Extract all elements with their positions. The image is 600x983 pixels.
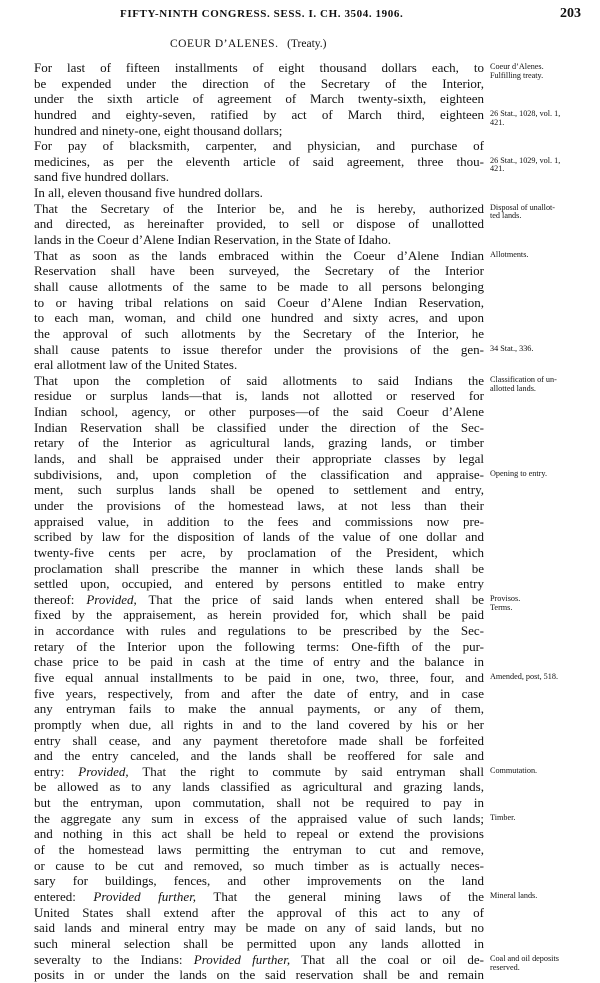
- text-line: In all, eleven thousand five hundred dollars.: [34, 185, 263, 201]
- text-line: or cause to be cut and removed, so much timber as is actually neces-: [34, 857, 484, 873]
- text-line: ment, such surplus lands shall be opened to settlement and entry,: [34, 482, 484, 498]
- text-line: subdivisions, and, upon completion of the classification and appraise-: [34, 466, 484, 482]
- text-line: appraised value, in addition to the fees and commissions now pre-: [34, 513, 484, 529]
- text-line: be expended under the direction of the Secretary of the Interior,: [34, 75, 484, 91]
- margin-note: 34 Stat., 336.: [490, 343, 534, 353]
- text-line: in accordance with rules and regulations to be prescribed by the Sec-: [34, 623, 484, 639]
- text-line: thereof: Provided, That the price of said lands when entered shall be: [34, 591, 484, 607]
- margin-note: Coal and oil deposits reserved.: [490, 954, 559, 972]
- text-line: retary of the Interior as agricultural lands, grazing lands, or timber: [34, 435, 484, 451]
- text-line: entered: Provided further, That the general mining laws of the: [34, 888, 484, 904]
- text-line: five years, respectively, from and after the date of entry, and in case: [34, 685, 484, 701]
- text-line: severalty to the Indians: Provided further, That all the coal or oil de-: [34, 951, 484, 967]
- margin-note: Provisos. Terms.: [490, 594, 521, 612]
- running-header: [0, 8, 600, 24]
- text-line: That upon the completion of said allotments to said Indians the: [34, 372, 484, 388]
- text-line: Indian Reservation shall be classified under the direction of the Sec-: [34, 419, 484, 435]
- text-line: but the entryman, upon commutation, shall not be required to pay in: [34, 795, 484, 811]
- text-line: proclamation shall prescribe the manner in which these lands shall be: [34, 560, 484, 576]
- margin-note: Coeur d’Alenes. Fulfilling treaty.: [490, 62, 544, 80]
- text-line: five equal annual installments to be paid in one, two, three, four, and: [34, 669, 484, 685]
- text-line: and the entry canceled, and the lands shall be reoffered for sale and: [34, 748, 484, 764]
- heading-note: (Treaty.): [287, 38, 327, 50]
- text-line: and nothing in this act shall be held to repeal or extend the provisions: [34, 826, 484, 842]
- text-line: the approval of such allotments by the Secretary of the Interior, he: [34, 325, 484, 341]
- text-line: such mineral selection shall be permitted upon any lands allotted in: [34, 935, 484, 951]
- text-line: That the Secretary of the Interior be, and he is hereby, authorized: [34, 200, 484, 216]
- text-line: retary of the Interior upon the following terms: One-fifth of the pur-: [34, 638, 484, 654]
- margin-note: 26 Stat., 1028, vol. 1, 421.: [490, 108, 561, 127]
- text-line: entry shall cease, and any payment theretofore made shall be forfeited: [34, 732, 484, 748]
- text-line: lands, and shall be appraised under their appropriate classes by legal: [34, 451, 484, 467]
- margin-note: Disposal of unallot- ted lands.: [490, 202, 556, 221]
- margin-note: Allotments.: [490, 249, 529, 259]
- text-line: settled upon, occupied, and entered by persons entitled to make entry: [34, 576, 484, 592]
- text-line: For pay of blacksmith, carpenter, and physician, and purchase of: [34, 138, 484, 154]
- section-heading: [170, 38, 326, 50]
- text-line: shall cause patents to issue therefor under the provisions of the gen-: [34, 341, 484, 357]
- text-line: be allowed as to any lands classified as agricultural and grazing lands,: [34, 779, 484, 795]
- text-line: United States shall extend after the approval of this act to any of: [34, 904, 484, 920]
- margin-note: Amended, post, 518.: [490, 672, 558, 682]
- page-number: 203: [560, 6, 581, 21]
- margin-note: Opening to entry.: [490, 468, 547, 478]
- text-line: That as soon as the lands embraced within the Coeur d’Alene Indian: [34, 247, 484, 263]
- heading-title: COEUR D’ALENES.: [170, 38, 279, 50]
- text-line: under the sixth article of agreement of March twenty-sixth, eighteen: [34, 91, 484, 107]
- text-line: said lands and mineral entry may be made on any of said lands, but no: [34, 920, 484, 936]
- text-line: to or having tribal relations on said Coeur d’Alene Indian Reservation,: [34, 294, 484, 310]
- text-line: any entryman fails to make the annual payments, or any of them,: [34, 701, 484, 717]
- text-line: sand five hundred dollars.: [34, 169, 170, 185]
- text-line: to each man, woman, and child one hundred and sixty acres, and upon: [34, 310, 484, 326]
- text-line: entry: Provided, That the right to commute by said entryman shall: [34, 763, 484, 779]
- text-line: Indian school, agency, or other purposes—of the said Coeur d’Alene: [34, 404, 484, 420]
- margin-note: 26 Stat., 1029, vol. 1, 421.: [490, 155, 561, 174]
- text-line: sary for buildings, fences, and other improvements on the land: [34, 873, 484, 889]
- margin-note: Timber.: [490, 813, 516, 823]
- header-title: FIFTY-NINTH CONGRESS. SESS. I. CH. 3504. 1906.: [120, 8, 404, 20]
- margin-note: Commutation.: [490, 766, 538, 776]
- margin-note: Classification of un- allotted lands.: [490, 375, 557, 393]
- text-line: For last of fifteen installments of eight thousand dollars each, to: [34, 60, 484, 75]
- text-line: hundred and eighty-seven, ratified by act of March third, eighteen: [34, 106, 484, 122]
- text-line: promptly when due, all rights in and to the land covered by his or her: [34, 716, 484, 732]
- text-line: medicines, as per the eleventh article of said agreement, three thou-: [34, 153, 484, 169]
- text-line: and directed, as hereinafter provided, to sell or dispose of unallotted: [34, 216, 484, 232]
- text-line: scribed by law for the disposition of lands of the value of one dollar and: [34, 529, 484, 545]
- statute-text: [34, 60, 484, 983]
- text-line: lands in the Coeur d’Alene Indian Reservation, in the State of Idaho.: [34, 232, 392, 248]
- text-line: of the homestead laws permitting the entryman to cut and remove,: [34, 842, 484, 858]
- text-line: Reservation shall have been surveyed, the Secretary of the Interior: [34, 263, 484, 279]
- text-line: posits in or under the lands on the said reservation shall be and remain: [34, 967, 484, 983]
- text-line: fixed by the appraisement, as herein provided for, which shall be paid: [34, 607, 484, 623]
- text-line: eral allotment law of the United States.: [34, 357, 238, 373]
- text-line: chase price to be paid in cash at the time of entry and the balance in: [34, 654, 484, 670]
- text-line: residue or surplus lands—that is, lands not allotted or reserved for: [34, 388, 484, 404]
- text-line: the aggregate any sum in excess of the appraised value of such lands;: [34, 810, 484, 826]
- text-line: shall cause allotments of the same to be made to all persons belonging: [34, 278, 484, 294]
- text-line: under the provisions of the homestead laws, at not less than their: [34, 497, 484, 513]
- text-line: twenty-five cents per acre, by proclamation of the President, which: [34, 544, 484, 560]
- margin-note: Mineral lands.: [490, 891, 538, 901]
- text-line: hundred and ninety-one, eight thousand dollars;: [34, 122, 283, 138]
